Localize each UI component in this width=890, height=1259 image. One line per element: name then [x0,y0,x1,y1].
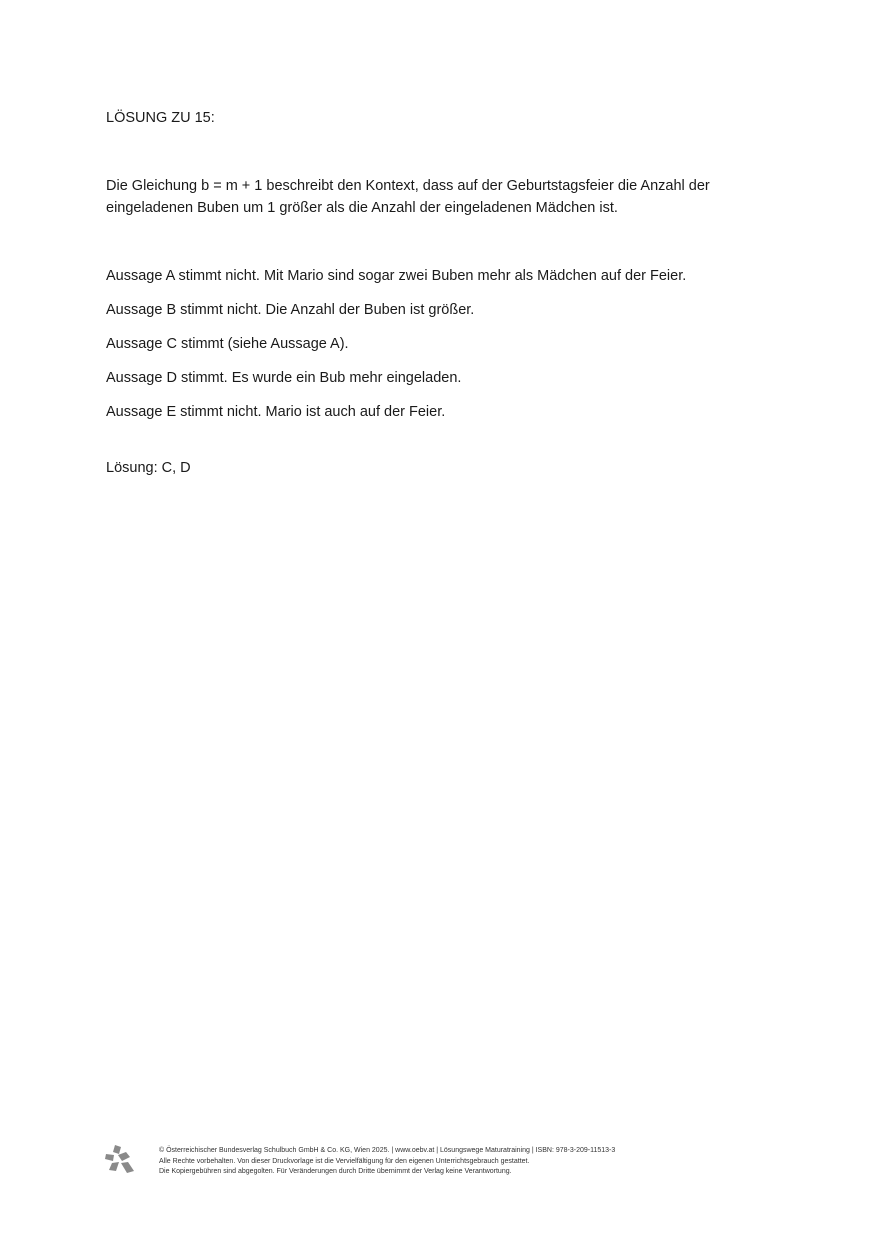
statement-e: Aussage E stimmt nicht. Mario ist auch auf der Feier. [106,404,446,420]
rights-line: Alle Rechte vorbehalten. Von dieser Druckvorlage ist die Vervielfältigung für den eigenen Unterrichtsgebrauch gestattet. [159,1157,530,1165]
statement-c: Aussage C stimmt (siehe Aussage A). [106,336,349,352]
solution-heading: LÖSUNG ZU 15: [106,110,215,126]
statement-b: Aussage B stimmt nicht. Die Anzahl der Buben ist größer. [106,302,475,318]
fees-line: Die Kopiergebühren sind abgegolten. Für Veränderungen durch Dritte übernimmt der Verlag keine Verantwortung. [159,1168,512,1175]
copyright-notice [159,1146,615,1178]
solution-content [106,107,786,479]
statement-d: Aussage D stimmt. Es wurde ein Bub mehr eingeladen. [106,370,462,386]
oebv-logo-icon [104,1143,136,1175]
final-solution: Lösung: C, D [106,460,191,476]
copyright-line: © Österreichischer Bundesverlag Schulbuch GmbH & Co. KG, Wien 2025. | www.oebv.at | Lösungswege Maturatraining | ISBN: 978-3-209-11513-3 [159,1147,616,1154]
statement-a: Aussage A stimmt nicht. Mit Mario sind sogar zwei Buben mehr als Mädchen auf der Feier. [106,268,687,284]
page-footer [104,1143,784,1183]
intro-paragraph: Die Gleichung b = m + 1 beschreibt den Kontext, dass auf der Geburtstagsfeier die Anzahl der eingeladenen Buben um 1 größer als die Anzahl der eingeladenen Mädchen ist. [106,178,710,216]
statement-list [106,265,786,423]
